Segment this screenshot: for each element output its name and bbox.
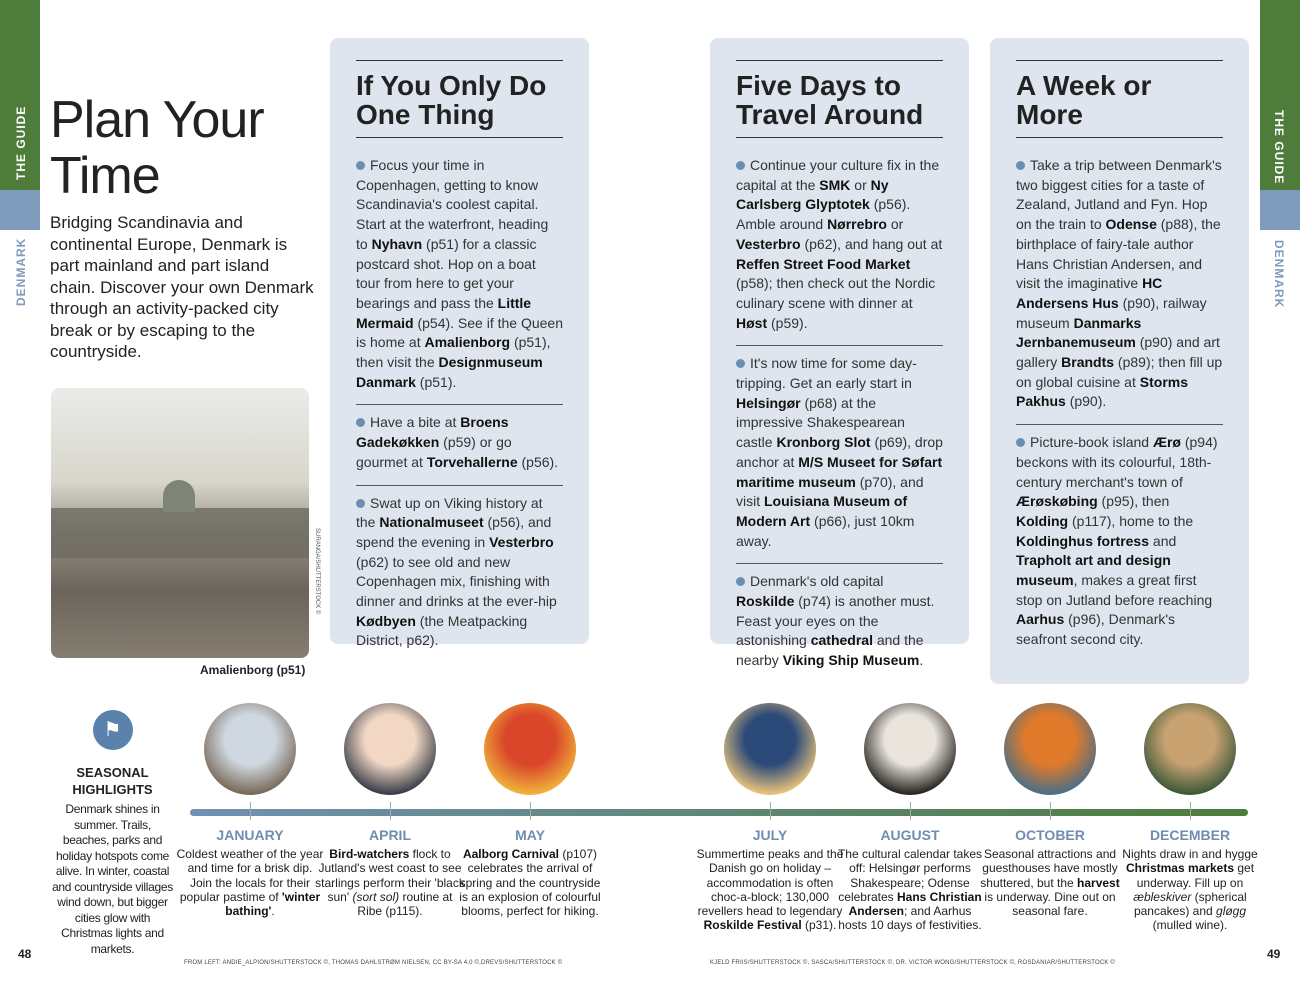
itinerary-item: It's now time for some day-tripping. Get an early start in Helsingør (p68) at the impressive Shakespearean castle Kronborg Slot (p69), drop anchor at M/S Museet for Søfart maritime museum (p70), and visit Louisiana Museum of Modern Art (p66), just 10km away. bbox=[736, 346, 943, 564]
page-number-right: 49 bbox=[1267, 947, 1281, 961]
month-highlight bbox=[1115, 827, 1265, 933]
month-name: MAY bbox=[515, 827, 545, 843]
guide-label-left: THE GUIDE bbox=[14, 105, 28, 180]
country-label-right: DENMARK bbox=[1272, 240, 1286, 309]
month-highlight bbox=[975, 827, 1125, 918]
itinerary-item: Swat up on Viking history at the Nationalmuseet (p56), and spend the evening in Vesterbro (p62) to see old and new Copenhagen mix, finishing with dinner and drinks at the ever-hip Kødbyen (the Meatpacking District, p62). bbox=[356, 486, 563, 664]
month-highlight bbox=[455, 827, 605, 918]
guide-label-right: THE GUIDE bbox=[1272, 110, 1286, 185]
timeline-tick bbox=[770, 802, 771, 820]
month-photo-december bbox=[1144, 703, 1236, 795]
itinerary-card bbox=[990, 38, 1249, 684]
month-photo-may bbox=[484, 703, 576, 795]
itinerary-item: Continue your culture fix in the capital at the SMK or Ny Carlsberg Glyptotek (p56). Amble around Nørrebro or Vesterbro (p62), and hang out at Reffen Street Food Market (p58); then check out the Nordic culinary scene with dinner at Høst (p59). bbox=[736, 148, 943, 346]
month-text: Summertime peaks and the Danish go on holiday – accommodation is often choc-a-block; 130,000 revellers head to legendary Roskilde Festival (p31). bbox=[696, 847, 844, 933]
timeline-bar bbox=[190, 809, 1248, 816]
itinerary-item: Have a bite at Broens Gadekøkken (p59) or go gourmet at Torvehallerne (p56). bbox=[356, 405, 563, 485]
country-tab-left bbox=[0, 190, 40, 230]
photo-credits-right: KJELD FRIIS/SHUTTERSTOCK ©, SASCA/SHUTTERSTOCK ©, DR. VICTOR WONG/SHUTTERSTOCK ©, ROSDANIAR/SHUTTERSTOCK © bbox=[710, 960, 1116, 966]
month-name: OCTOBER bbox=[1015, 827, 1085, 843]
timeline-tick bbox=[530, 802, 531, 820]
month-text: Seasonal attractions and guesthouses have mostly shuttered, but the harvest is underway. Dine out on seasonal fare. bbox=[980, 847, 1120, 919]
timeline-tick bbox=[390, 802, 391, 820]
page-number-left: 48 bbox=[18, 947, 32, 961]
month-name: JANUARY bbox=[216, 827, 284, 843]
month-name: JULY bbox=[752, 827, 788, 843]
month-text: Nights draw in and hygge Christmas markets get underway. Fill up on æbleskiver (spherical pancakes) and gløgg (mulled wine). bbox=[1122, 847, 1258, 933]
card-title: A Week or More bbox=[1016, 60, 1223, 138]
amalienborg-photo bbox=[51, 388, 309, 658]
month-name: AUGUST bbox=[880, 827, 940, 843]
itinerary-card bbox=[710, 38, 969, 669]
seasonal-title: SEASONAL HIGHLIGHTS bbox=[72, 765, 153, 797]
country-label-left: DENMARK bbox=[14, 237, 28, 306]
timeline-tick bbox=[910, 802, 911, 820]
month-name: DECEMBER bbox=[1149, 827, 1231, 843]
month-photo-april bbox=[344, 703, 436, 795]
month-highlight bbox=[695, 827, 845, 933]
month-photo-july bbox=[724, 703, 816, 795]
photo-credits-left: FROM LEFT: ANDIE_ALPION/SHUTTERSTOCK ©, THOMAS DAHLSTRØM NIELSEN, CC BY-SA 4.0 ©,DREVS/SHUTTERSTOCK © bbox=[184, 960, 563, 966]
itinerary-item: Focus your time in Copenhagen, getting to know Scandinavia's coolest capital. Start at the waterfront, heading to Nyhavn (p51) for a classic postcard shot. Hop on a boat tour from here to get your bearings and pass the Little Mermaid (p54). See if the Queen is home at Amalienborg (p51), then visit the Designmuseum Danmark (p51). bbox=[356, 148, 563, 405]
month-highlight bbox=[175, 827, 325, 918]
month-highlight bbox=[835, 827, 985, 933]
timeline-tick bbox=[250, 802, 251, 820]
month-photo-august bbox=[864, 703, 956, 795]
month-text: Coldest weather of the year and time for a brisk dip. Join the locals for their popular pastime of 'winter bathing'. bbox=[176, 847, 324, 919]
month-text: Bird-watchers flock to Jutland's west coast to see starlings perform their 'black sun' (sort sol) routine at Ribe (p115). bbox=[315, 847, 465, 919]
photo-caption: Amalienborg (p51) bbox=[200, 663, 306, 677]
itinerary-item: Denmark's old capital Roskilde (p74) is another must. Feast your eyes on the astonishing cathedral and the nearby Viking Ship Museum. bbox=[736, 564, 943, 683]
itinerary-item: Picture-book island Ærø (p94) beckons with its colourful, 18th-century merchant's town of Ærøskøbing (p95), then Kolding (p117), home to the Koldinghus fortress and Trapholt art and design museum, makes a great first stop on Jutland before reaching Aarhus (p96), Denmark's seafront second city. bbox=[1016, 425, 1223, 662]
flag-icon: ⚑ bbox=[93, 710, 133, 750]
month-photo-january bbox=[204, 703, 296, 795]
seasonal-text: Denmark shines in summer. Trails, beaches, parks and holiday hotspots come alive. In winter, coastal and countryside villages wind down, but bigger cities glow with Christmas lights and markets. bbox=[52, 802, 173, 956]
month-text: Aalborg Carnival (p107) celebrates the arrival of spring and the countryside is an explosion of colourful blooms, perfect for hiking. bbox=[459, 847, 601, 919]
timeline-tick bbox=[1050, 802, 1051, 820]
month-photo-october bbox=[1004, 703, 1096, 795]
card-title: Five Days to Travel Around bbox=[736, 60, 943, 138]
month-highlight bbox=[315, 827, 465, 918]
seasonal-highlights bbox=[50, 710, 175, 957]
month-name: APRIL bbox=[369, 827, 411, 843]
card-title: If You Only Do One Thing bbox=[356, 60, 563, 138]
photo-credit: SURANGA/SHUTTERSTOCK © bbox=[314, 528, 320, 615]
timeline-tick bbox=[1190, 802, 1191, 820]
itinerary-card bbox=[330, 38, 589, 649]
month-text: The cultural calendar takes off: Helsingør performs Shakespeare; Odense celebrates Hans Christian Andersen; and Aarhus hosts 10 days of festivities. bbox=[837, 847, 983, 933]
page-title: Plan Your Time bbox=[50, 91, 264, 205]
intro-text: Bridging Scandinavia and continental Europe, Denmark is part mainland and part island chain. Discover your own Denmark through an activity-packed city break or by escaping to the countryside. bbox=[50, 213, 314, 361]
itinerary-item: Take a trip between Denmark's two biggest cities for a taste of Zealand, Jutland and Fyn. Hop on the train to Odense (p88), the birthplace of fairy-tale author Hans Christian Andersen, and visit the imaginative HC Andersens Hus (p90), railway museum Danmarks Jernbanemuseum (p90) and art gallery Brandts (p89); then fill up on global cuisine at Storms Pakhus (p90). bbox=[1016, 148, 1223, 425]
country-tab-right bbox=[1260, 190, 1300, 230]
